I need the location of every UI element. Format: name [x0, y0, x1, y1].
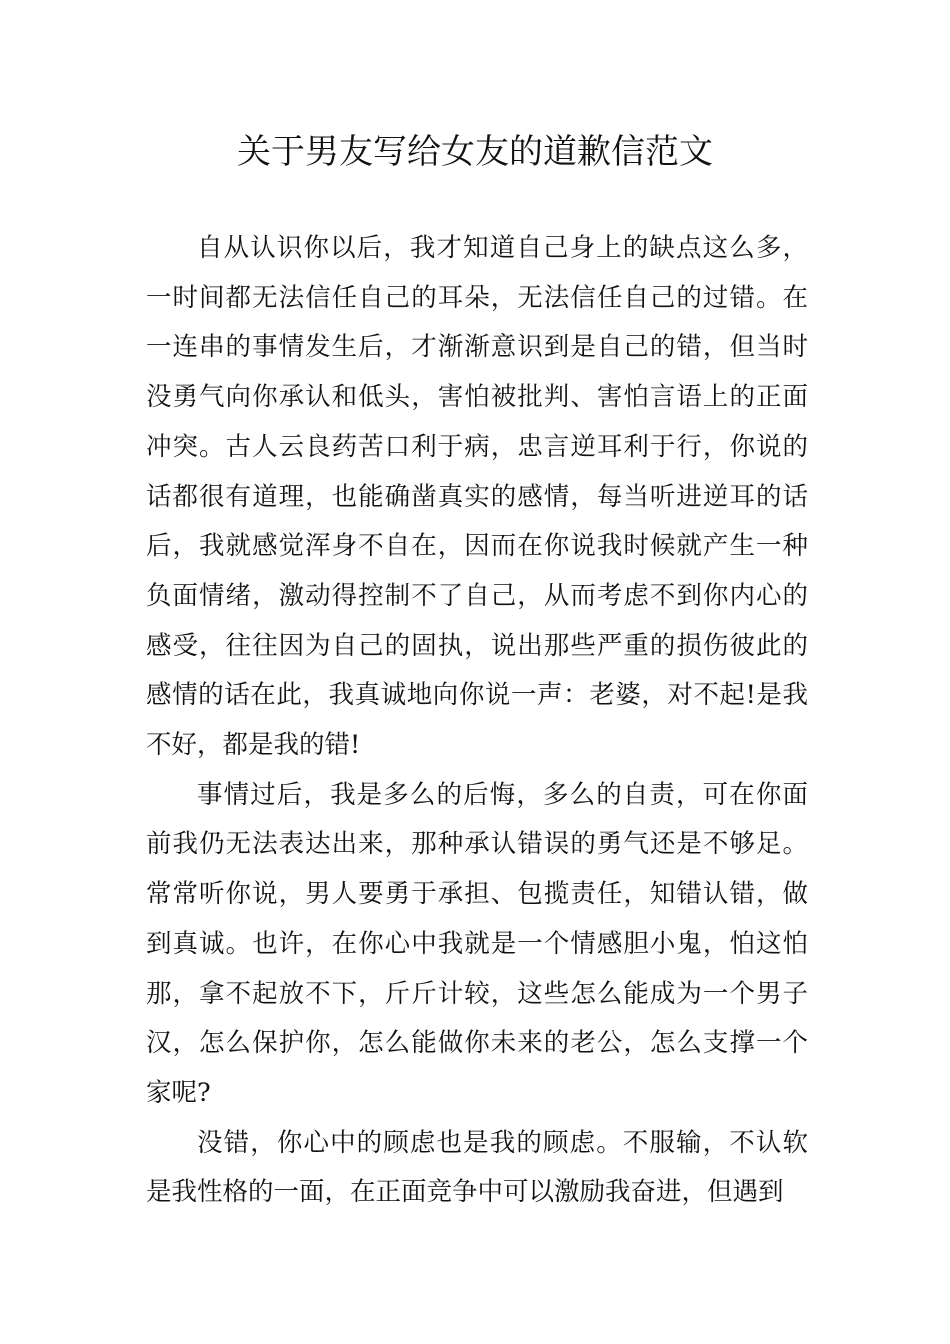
paragraph-1: 自从认识你以后，我才知道自己身上的缺点这么多，一时间都无法信任自己的耳朵，无法信任自己的过错。在一连串的事情发生后，才渐渐意识到是自己的错，但当时没勇气向你承认和低头，害怕被批判、害怕言语上的正面冲突。古人云良药苦口利于病，忠言逆耳利于行，你说的话都很有道理，也能确凿真实的感情，每当听进逆耳的话后，我就感觉浑身不自在，因而在你说我时候就产生一种负面情绪，激动得控制不了自己，从而考虑不到你内心的感受，往往因为自己的固执，说出那些严重的损伤彼此的感情的话在此，我真诚地向你说一声：老婆，对不起!是我不好，都是我的错!	[146, 233, 808, 761]
paragraph-2: 事情过后，我是多么的后悔，多么的自责，可在你面前我仍无法表达出来，那种承认错误的勇气还是不够足。常常听你说，男人要勇于承担、包揽责任，知错认错，做到真诚。也许，在你心中我就是一个情感胆小鬼，怕这怕那，拿不起放不下，斤斤计较，这些怎么能成为一个男子汉，怎么保护你，怎么能做你未来的老公，怎么支撑一个家呢?	[146, 779, 808, 1108]
document-body	[146, 224, 808, 1218]
paragraph-3: 没错，你心中的顾虑也是我的顾虑。不服输，不认软是我性格的一面，在正面竞争中可以激励我奋进，但遇到	[146, 1127, 808, 1208]
document-title: 关于男友写给女友的道歉信范文	[237, 132, 713, 172]
